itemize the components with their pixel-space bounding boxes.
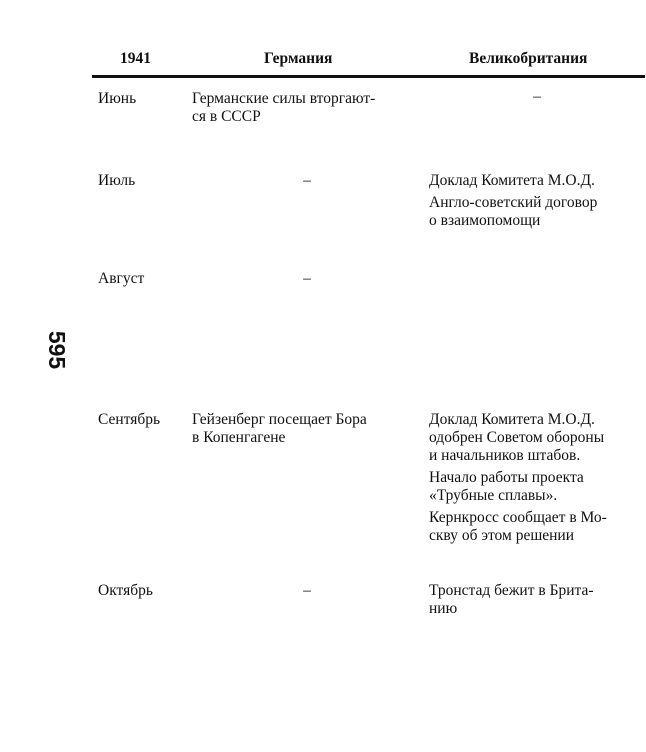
britain-paragraph <box>429 411 645 465</box>
britain-line: и начальников штабов. <box>429 447 581 464</box>
britain-line: Доклад Комитета М.О.Д. <box>429 172 595 189</box>
germany-line: в Копенгагене <box>192 429 286 446</box>
britain-paragraph <box>429 469 645 505</box>
header-rule <box>92 75 645 78</box>
month-august: Август <box>98 270 145 287</box>
header-year: 1941 <box>120 50 151 67</box>
britain-line: «Трубные сплавы». <box>429 487 558 504</box>
britain-cell-september <box>429 411 645 549</box>
britain-paragraph <box>429 509 645 545</box>
germany-dash-august: – <box>303 270 311 287</box>
britain-line: одобрен Советом обороны <box>429 429 605 446</box>
germany-line: Гейзенберг посещает Бора <box>192 411 367 428</box>
britain-line: Тронстад бежит в Брита- <box>429 582 594 599</box>
germany-dash-july: – <box>303 172 311 189</box>
germany-cell-september <box>192 411 422 447</box>
britain-line: нию <box>429 600 458 617</box>
header-germany: Германия <box>264 50 333 67</box>
month-june: Июнь <box>98 90 137 107</box>
month-september: Сентябрь <box>98 411 161 428</box>
header-britain: Великобритания <box>469 50 588 67</box>
month-july: Июль <box>98 172 136 189</box>
month-october: Октябрь <box>98 582 153 599</box>
britain-dash-june: – <box>533 88 541 105</box>
britain-line: скву об этом решении <box>429 527 575 544</box>
britain-cell-july <box>429 172 645 234</box>
britain-line: о взаимопомощи <box>429 212 541 229</box>
page-number: 595 <box>44 330 70 370</box>
germany-line: Германские силы вторгают- <box>192 90 376 107</box>
germany-line: ся в СССР <box>192 108 261 125</box>
germany-dash-october: – <box>303 582 311 599</box>
britain-paragraph <box>429 194 645 230</box>
britain-line: Доклад Комитета М.О.Д. <box>429 411 595 428</box>
britain-paragraph <box>429 172 645 190</box>
britain-line: Кернкросс сообщает в Мо- <box>429 509 607 526</box>
germany-cell-june <box>192 90 422 126</box>
britain-line: Начало работы проекта <box>429 469 584 486</box>
britain-paragraph <box>429 582 645 618</box>
britain-line: Англо-советский договор <box>429 194 598 211</box>
britain-cell-october <box>429 582 645 622</box>
